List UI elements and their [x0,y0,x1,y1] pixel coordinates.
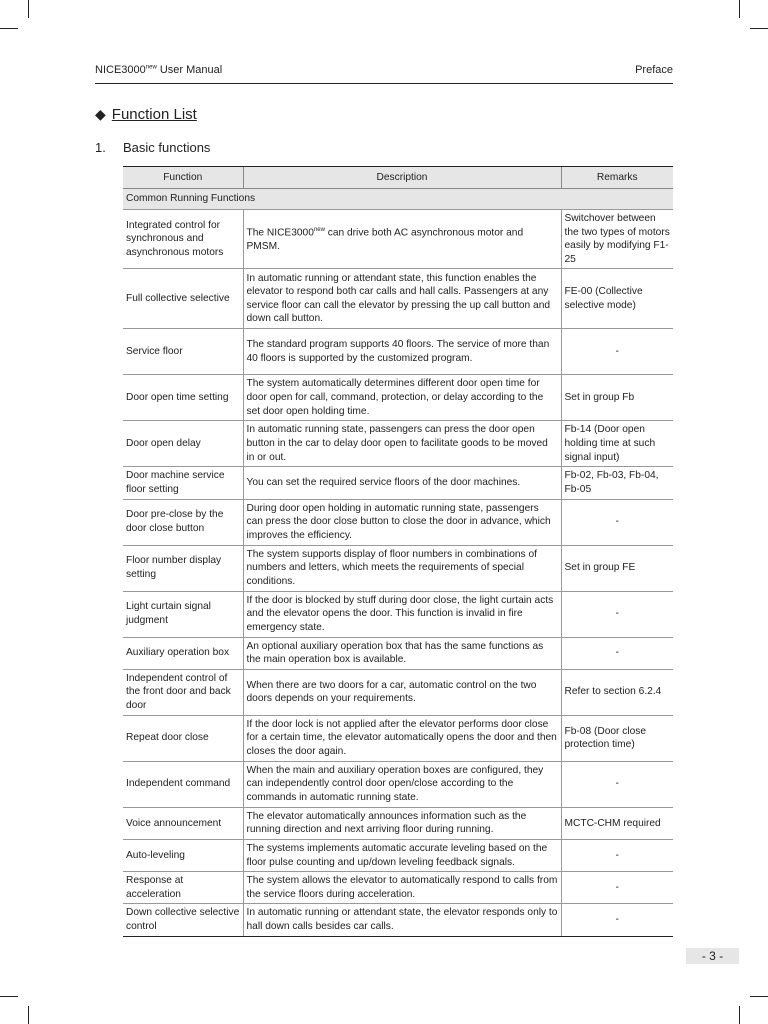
function-cell: Independent control of the front door and back door [123,669,243,715]
table-row [123,467,673,499]
function-cell: Auto-leveling [123,839,243,871]
table-row [123,872,673,904]
crop-mark [750,28,768,29]
description-cell: The system allows the elevator to automatically respond to calls from the service floors during acceleration. [243,872,561,904]
crop-mark [750,996,768,997]
table-row [123,715,673,761]
subsection-text: Basic functions [123,140,211,155]
remarks-cell: MCTC-CHM required [561,807,673,839]
function-cell: Independent command [123,761,243,807]
header-rule [95,83,673,84]
remarks-cell: Fb-02, Fb-03, Fb-04, Fb-05 [561,467,673,499]
crop-mark [739,1006,740,1024]
function-cell: Service floor [123,329,243,375]
table-row [123,545,673,591]
description-cell: You can set the required service floors of the door machines. [243,467,561,499]
description-cell: If the door lock is not applied after the elevator performs door close for a certain time, the elevator automatically opens the door and then closes the door again. [243,715,561,761]
function-cell: Door open time setting [123,375,243,421]
function-cell: Repeat door close [123,715,243,761]
table-row [123,591,673,637]
crop-mark [739,0,740,18]
remarks-cell: Set in group FE [561,545,673,591]
function-cell: Auxiliary operation box [123,637,243,669]
function-cell: Door open delay [123,421,243,467]
remarks-cell: Set in group Fb [561,375,673,421]
description-cell: The system supports display of floor numbers in combinations of numbers and letters, which meets the requirements of special conditions. [243,545,561,591]
function-cell: Light curtain signal judgment [123,591,243,637]
subsection-number: 1. [95,140,106,155]
remarks-cell: - [561,839,673,871]
description-cell: The standard program supports 40 floors. The service of more than 40 floors is supported by the customized program. [243,329,561,375]
description-cell: The $NICE3000^{new}$ can drive both AC asynchronous motor and PMSM. [243,210,561,269]
description-cell: The elevator automatically announces information such as the running direction and next arriving floor during running. [243,807,561,839]
column-header-description: Description [243,167,561,189]
table-row [123,329,673,375]
crop-mark [28,0,29,18]
function-cell: Integrated control for synchronous and asynchronous motors [123,210,243,269]
remarks-cell: - [561,761,673,807]
function-cell: Response at acceleration [123,872,243,904]
description-cell: The system automatically determines different door open time for door open for call, command, protection, or delay according to the set door open holding time. [243,375,561,421]
crop-mark [28,1006,29,1024]
function-cell: Down collective selective control [123,904,243,936]
description-cell: If the door is blocked by stuff during door close, the light curtain acts and the elevator opens the door. This function is invalid in fire emergency state. [243,591,561,637]
table-row [123,761,673,807]
table-row [123,839,673,871]
running-header-section: Preface [635,64,673,76]
diamond-bullet-icon: ◆ [95,106,106,122]
function-table [123,166,673,937]
table-row [123,904,673,936]
section-title-text: Function List [111,106,197,123]
function-cell: Full collective selective [123,269,243,329]
crop-mark [0,28,18,29]
function-cell: Door pre-close by the door close button [123,499,243,545]
function-cell: Door machine service floor setting [123,467,243,499]
table-row [123,210,673,269]
description-cell: The systems implements automatic accurate leveling based on the floor pulse counting and up/down leveling feedback signals. [243,839,561,871]
description-cell: When there are two doors for a car, automatic control on the two doors depends on your requirements. [243,669,561,715]
table-row [123,375,673,421]
running-header-manual: $NICE3000^{new}$ User Manual [95,64,223,76]
remarks-cell: - [561,872,673,904]
remarks-cell: - [561,637,673,669]
remarks-cell: Fb-08 (Door close protection time) [561,715,673,761]
table-header-row [123,167,673,189]
remarks-cell: FE-00 (Collective selective mode) [561,269,673,329]
function-cell: Floor number display setting [123,545,243,591]
page-number: - 3 - [686,948,739,964]
category-label: Common Running Functions [123,189,673,210]
description-cell: When the main and auxiliary operation boxes are configured, they can independently control door open/close according to the commands in automatic running state. [243,761,561,807]
description-cell: In automatic running state, passengers can press the door open button in the car to delay door open to facilitate goods to be moved in or out. [243,421,561,467]
remarks-cell: - [561,904,673,936]
column-header-function: Function [123,167,243,189]
subsection-title [95,140,210,155]
remarks-cell: Switchover between the two types of motors easily by modifying F1-25 [561,210,673,269]
remarks-cell: - [561,499,673,545]
category-row [123,189,673,210]
table-row [123,669,673,715]
remarks-cell: - [561,591,673,637]
description-cell: During door open holding in automatic running state, passengers can press the door close button to close the door in advance, which improves the efficiency. [243,499,561,545]
description-cell: In automatic running or attendant state, the elevator responds only to hall down calls besides car calls. [243,904,561,936]
remarks-cell: Fb-14 (Door open holding time at such signal input) [561,421,673,467]
function-cell: Voice announcement [123,807,243,839]
column-header-remarks: Remarks [561,167,673,189]
description-cell: In automatic running or attendant state, this function enables the elevator to respond both car calls and hall calls. Passengers at any service floor can call the elevator by pressing the up call button and down call button. [243,269,561,329]
section-title [95,106,197,123]
table-row [123,269,673,329]
table-row [123,421,673,467]
crop-mark [0,996,18,997]
remarks-cell: Refer to section 6.2.4 [561,669,673,715]
description-cell: An optional auxiliary operation box that has the same functions as the main operation box is available. [243,637,561,669]
table-row [123,499,673,545]
table-row [123,637,673,669]
table-row [123,807,673,839]
remarks-cell: - [561,329,673,375]
